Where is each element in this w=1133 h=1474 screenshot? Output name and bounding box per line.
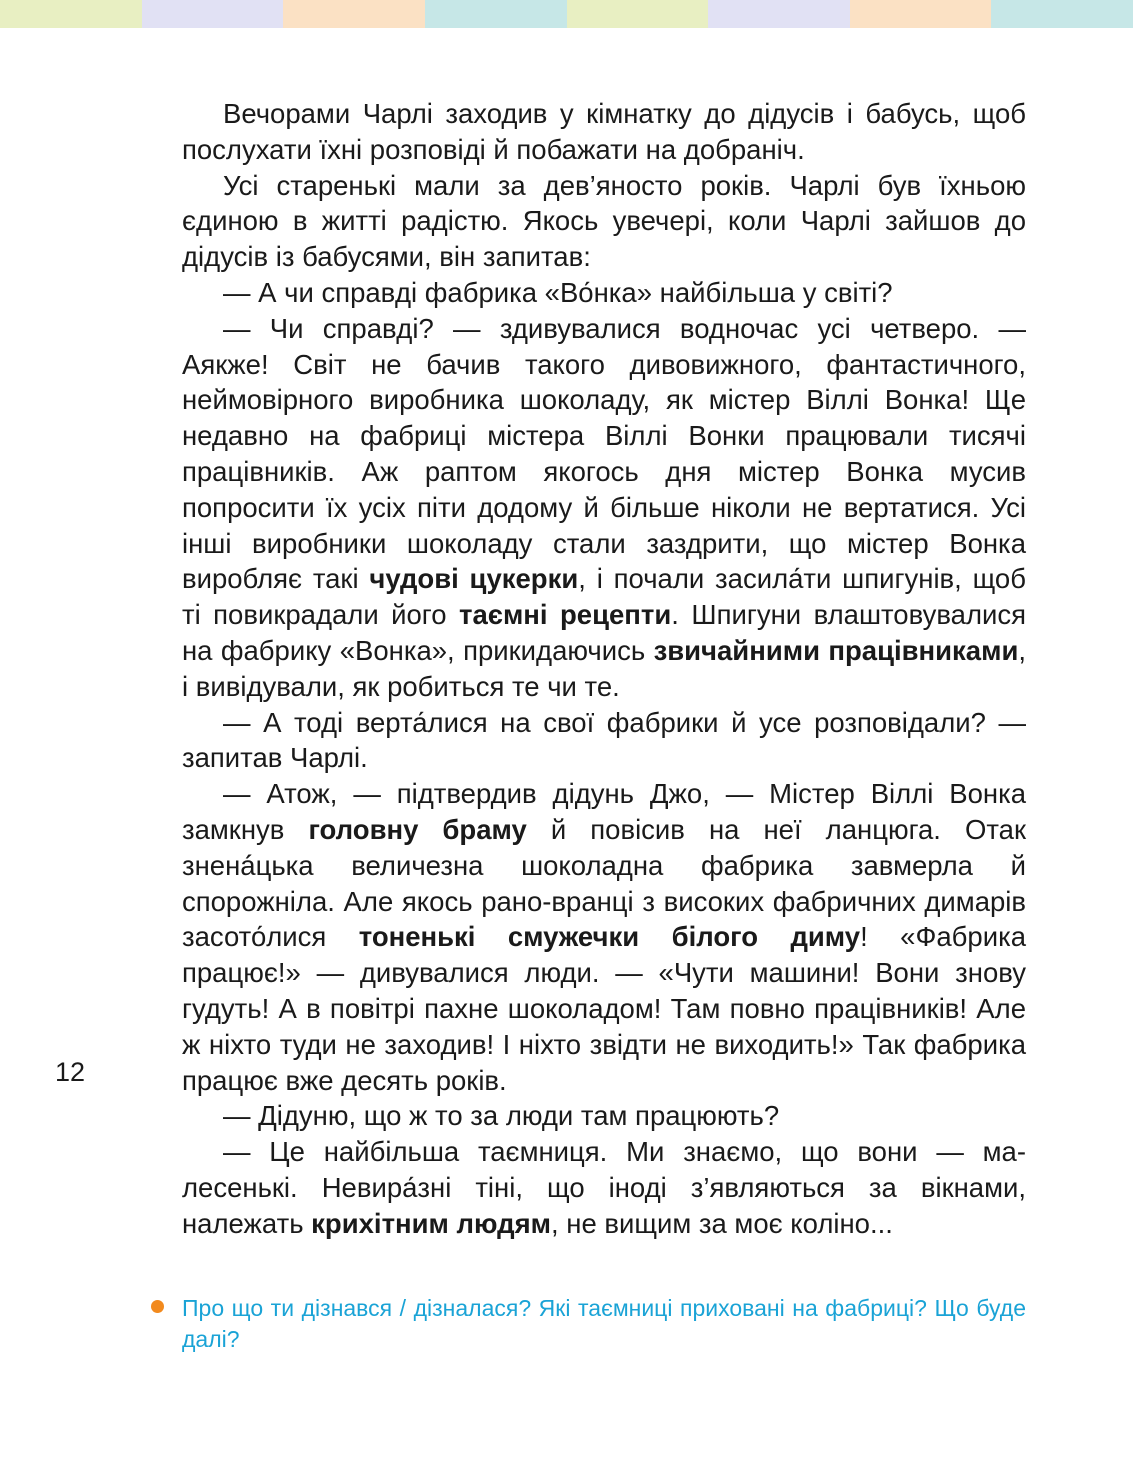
text-run: — А чи справді фабрика «Во́нка» найбільша у світі?: [223, 276, 893, 308]
story-paragraph: [182, 168, 1026, 275]
story-paragraph: [182, 776, 1026, 1098]
band-segment: [567, 0, 709, 28]
bold-phrase: таємні рецепти: [459, 599, 672, 631]
bold-phrase: звичайними працівниками: [653, 634, 1019, 666]
text-run: Усі старенькі мали за дев’яносто років. Чарлі був їхньою єдиною в житті радістю. Якось увечері, коли Чарлі зайшов до дідусів із бабусями, він запитав:: [182, 169, 1026, 273]
band-segment: [0, 0, 142, 28]
text-run: — А тоді верта́лися на свої фабрики й усе розповідали? — запитав Чарлі.: [182, 706, 1026, 774]
text-run: — Це найбільша таємниця. Ми знаємо, що вони — малесенькі. Невира́зні тіні, що іноді з’являються за вікнами, належать: [182, 1136, 1026, 1239]
text-run: , і почали засила́ти шпигунів, щоб ті повикрадали його: [182, 563, 1026, 631]
text-run: , і вивідували, як робиться те чи те.: [182, 634, 1026, 702]
bold-phrase: головну браму: [308, 813, 527, 845]
band-segment: [708, 0, 850, 28]
reading-question: Про що ти дізнався / дізналася? Які таємниці приховані на фабриці? Що буде далі?: [182, 1295, 1026, 1352]
story-paragraph: [182, 1098, 1026, 1134]
page-number: 12: [55, 1057, 86, 1087]
band-segment: [991, 0, 1133, 28]
bold-phrase: крихітним людям: [311, 1207, 551, 1239]
band-segment: [850, 0, 992, 28]
bold-phrase: чудові цукерки: [369, 563, 579, 595]
text-run: й повісив на неї ланцюга. Отак зненá́цька величезна шоколадна фабрика завмерла й спорожніла. Але якось рано-вранці з високих фабричних димарів засото́лися: [182, 813, 1027, 953]
text-run: . Шпигуни влаштовувалися на фабрику «Вонка», прикидаючись: [182, 599, 1026, 666]
text-run: ! «Фабрика працює!» — дивувалися люди. — «Чути машини! Вони знову гудуть! А в повітрі пахне шоколадом! Там повно працівників! Але ж ніхто туди не заходив! І ніхто звідти не виходить!» Так фабрика працює вже десять років.: [182, 921, 1026, 1096]
text-run: , не вищим за моє коліно...: [550, 1207, 893, 1239]
band-segment: [425, 0, 567, 28]
text-run: — Атож, — підтвердив дідунь Джо, — Містер Віллі Вонка замкнув: [182, 778, 1026, 845]
story-text: [182, 96, 1026, 1242]
text-run: — Чи справді? — здивувалися водночас усі четверо. — Аякже! Світ не бачив такого дивовижного, фантастичного, неймовірного виробника шоколаду, як містер Віллі Вонка! Ще недавно на фабриці містера Віллі Вонки працювали тисячі працівників. Аж раптом якогось дня містер Вонка мусив попросити їх усіх піти додому й більше ніколи не вертатися. Усі інші виробники шоколаду стали заздрити, що містер Вонка виробляє такі: [182, 312, 1026, 595]
story-paragraph: [182, 311, 1026, 705]
band-segment: [142, 0, 284, 28]
story-paragraph: [182, 275, 1026, 311]
story-paragraph: [182, 96, 1026, 168]
text-run: — Дідуню, що ж то за люди там працюють?: [223, 1100, 780, 1132]
story-paragraph: [182, 705, 1026, 777]
orange-bullet-icon: [151, 1300, 164, 1313]
text-run: Вечорами Чарлі заходив у кімнатку до дідусів і бабусь, щоб послухати їхні розповіді й побажати на добраніч.: [182, 98, 1026, 165]
band-segment: [283, 0, 425, 28]
bold-phrase: тоненькі смужечки білого диму: [358, 921, 861, 953]
story-paragraph: [182, 1134, 1026, 1241]
top-color-band: [0, 0, 1133, 28]
